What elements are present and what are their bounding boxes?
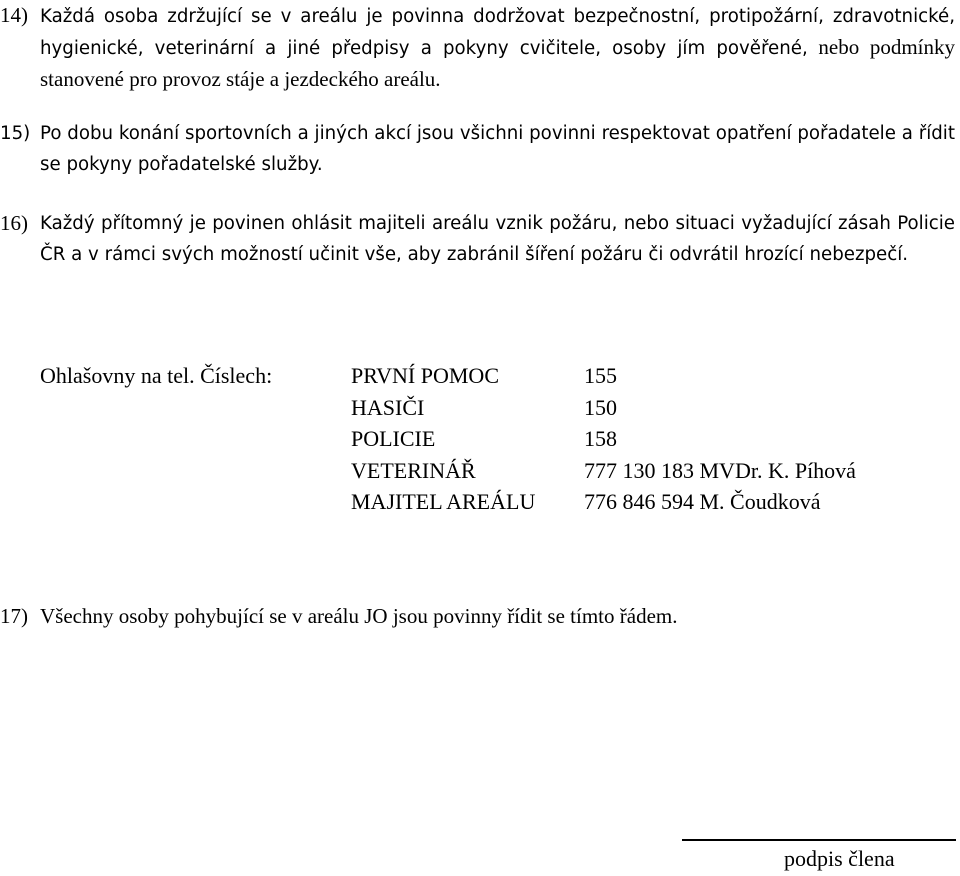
rule-14-text-part-2: nebo podmínky stanovené pro provoz stáje a jezdeckého areálu. xyxy=(40,35,956,91)
contact-name: POLICIE xyxy=(351,426,436,451)
rule-15 xyxy=(0,118,955,180)
rule-17 xyxy=(0,601,955,632)
contact-number: 776 846 594 M. Čoudková xyxy=(584,489,821,514)
contact-name: HASIČI xyxy=(351,394,425,420)
rule-15-number: 15) xyxy=(0,123,31,144)
contact-number: 777 130 183 MVDr. K. Píhová xyxy=(584,457,856,483)
rule-16 xyxy=(0,208,955,270)
rule-17-text: Všechny osoby pohybující se v areálu JO jsou povinny řídit se tímto řádem. xyxy=(40,604,678,628)
rule-16-text: Každý přítomný je povinen ohlásit majiteli areálu vznik požáru, nebo situaci vyžadující zásah Policie ČR a v rámci svých možností učinit vše, aby zabránil šíření požáru či odvrátil hrozící nebezpečí. xyxy=(40,213,955,265)
rule-14-text xyxy=(0,0,955,95)
contact-number: 150 xyxy=(584,394,617,420)
signature-line xyxy=(682,839,956,841)
contact-number: 155 xyxy=(584,363,617,388)
rule-14-text-part-1: Každá osoba zdržující se v areálu je povinna dodržovat bezpečnostní, protipožární, zdravotnické, hygienické, veterinární a jiné předpisy a pokyny cvičitele, osoby jím pověřené, xyxy=(40,6,955,59)
rule-14-number: 14) xyxy=(0,3,28,27)
signature-label: podpis člena xyxy=(784,846,895,871)
rule-16-number: 16) xyxy=(0,211,28,235)
contact-name: PRVNÍ POMOC xyxy=(351,363,499,388)
rule-14 xyxy=(0,0,955,95)
rule-15-text: Po dobu konání sportovních a jiných akcí jsou všichni povinni respektovat opatření pořadatele a řídit se pokyny pořadatelské služby. xyxy=(40,123,955,175)
contact-name: VETERINÁŘ xyxy=(351,457,476,483)
rule-17-number: 17) xyxy=(0,604,28,628)
contact-number: 158 xyxy=(584,426,617,451)
contacts-label: Ohlašovny na tel. Číslech: xyxy=(40,363,273,388)
contact-name: MAJITEL AREÁLU xyxy=(351,489,536,514)
